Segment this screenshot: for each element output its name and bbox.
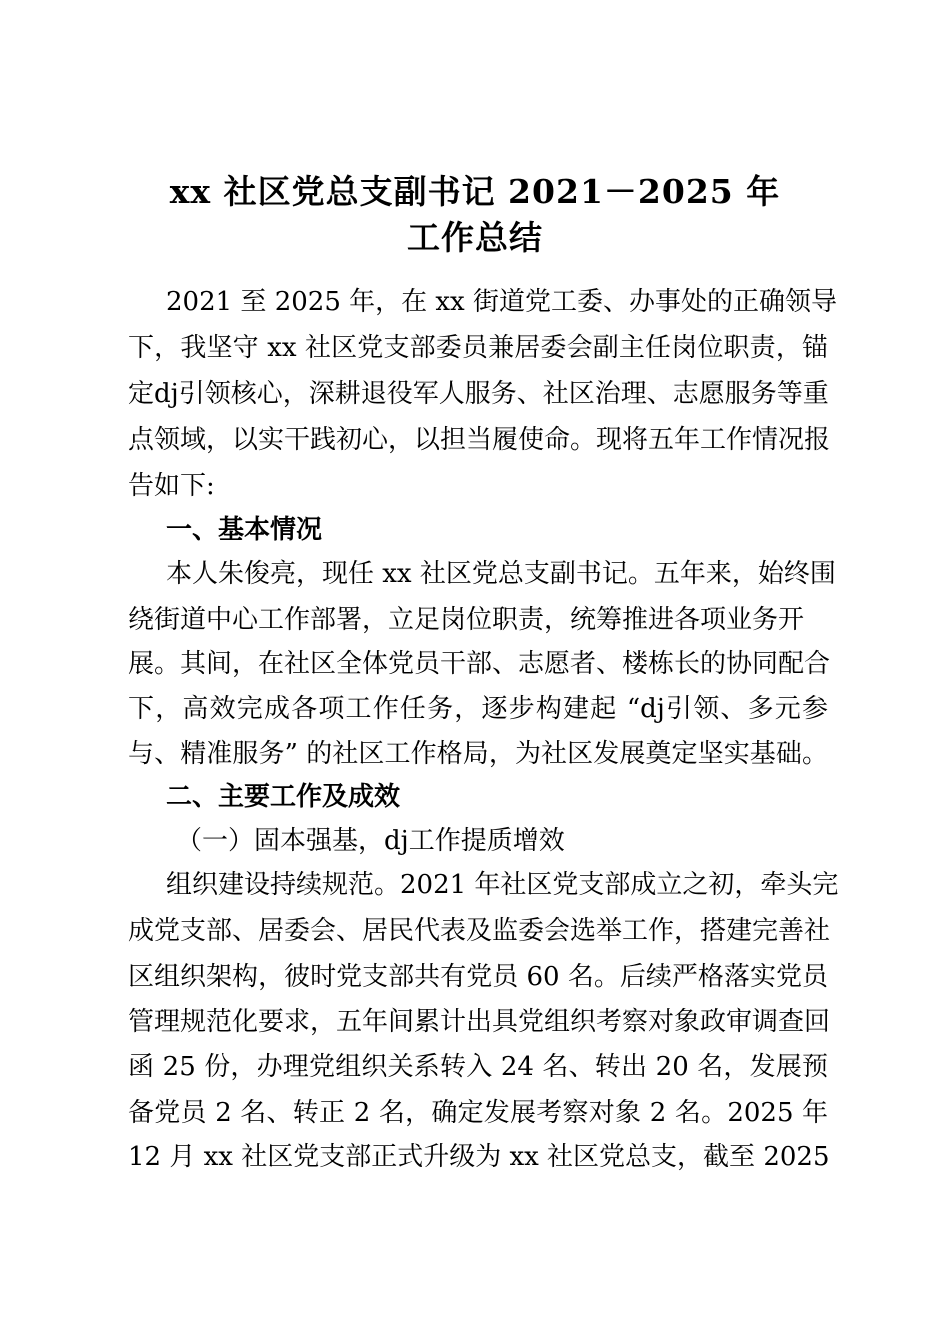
paragraph-line: 点领域，以实干践初心，以担当履使命。现将五年工作情况报 [128,425,831,455]
paragraph-line: 本人朱俊亮，现任 xx 社区党总支副书记。五年来，始终围 [166,559,836,589]
subsection-heading: （一）固本强基，dj工作提质增效 [176,826,565,856]
paragraph-line: 备党员 2 名、转正 2 名，确定发展考察对象 2 名。2025 年 [128,1098,828,1128]
document-title-line-1: xx 社区党总支副书记 2021－2025 年 [169,172,781,211]
paragraph-line: 告如下: [128,471,215,501]
paragraph-line: 函 25 份，办理党组织关系转入 24 名、转出 20 名，发展预 [128,1052,828,1082]
paragraph-line: 组织建设持续规范。2021 年社区党支部成立之初，牵头完 [166,870,839,900]
paragraph-line: 绕街道中心工作部署，立足岗位职责，统筹推进各项业务开 [128,605,805,635]
paragraph-line: 区组织架构，彼时党支部共有党员 60 名。后续严格落实党员 [128,962,828,992]
paragraph-line: 成党支部、居委会、居民代表及监委会选举工作，搭建完善社 [128,916,831,946]
paragraph-line: 与、精准服务” 的社区工作格局，为社区发展奠定坚实基础。 [128,739,828,769]
paragraph-line: 下，高效完成各项工作任务，逐步构建起 “dj引领、多元参 [128,694,828,724]
paragraph-line: 2021 至 2025 年，在 xx 街道党工委、办事处的正确领导 [166,287,837,317]
paragraph-line: 下，我坚守 xx 社区党支部委员兼居委会副主任岗位职责，锚 [128,333,828,363]
paragraph-line: 管理规范化要求，五年间累计出具党组织考察对象政审调查回 [128,1007,831,1037]
paragraph-line: 12 月 xx 社区党支部正式升级为 xx 社区党总支，截至 2025 [128,1142,830,1172]
paragraph-line: 定dj引领核心，深耕退役军人服务、社区治理、志愿服务等重 [128,379,829,409]
section-heading: 二、主要工作及成效 [166,782,401,812]
section-heading: 一、基本情况 [166,515,323,545]
document-title-line-2: 工作总结 [407,218,543,257]
paragraph-line: 展。其间，在社区全体党员干部、志愿者、楼栋长的协同配合 [128,649,831,679]
